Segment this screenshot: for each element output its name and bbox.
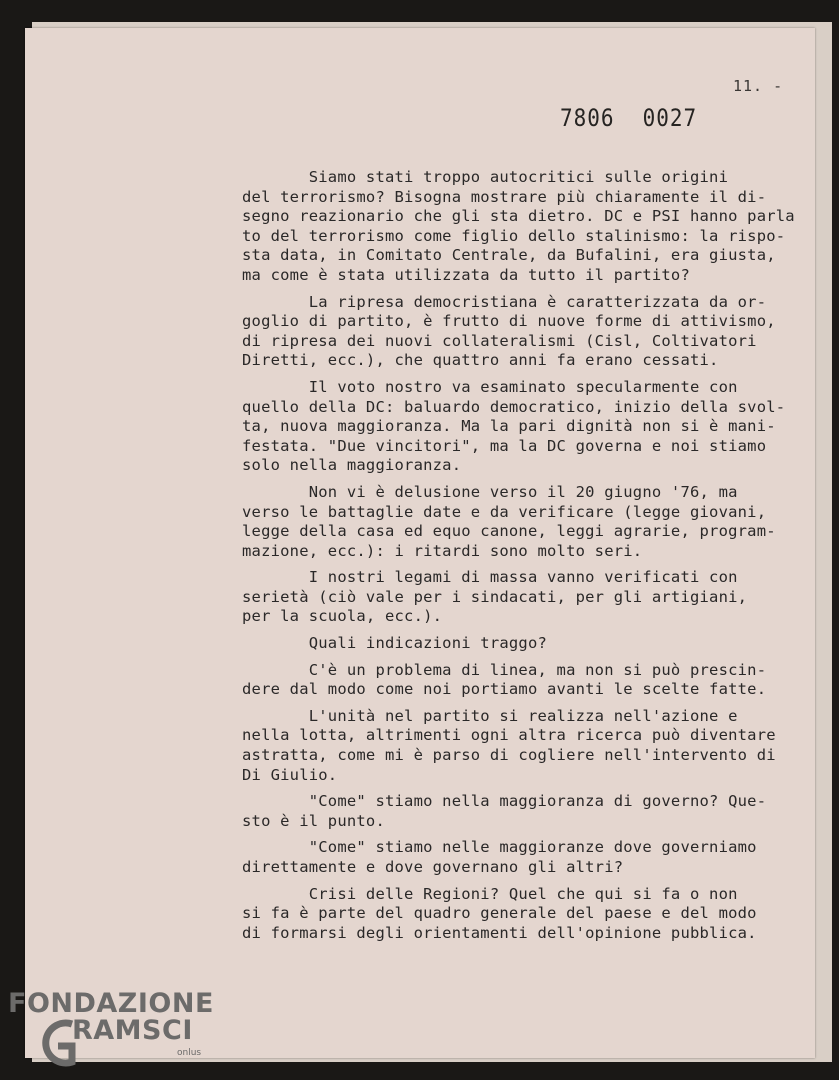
document-code-part-2: 0027 bbox=[642, 104, 698, 132]
paragraph bbox=[242, 707, 802, 785]
text-line: quello della DC: baluardo democratico, inizio della svol- bbox=[242, 397, 786, 416]
text-line: di formarsi degli orientamenti dell'opinione pubblica. bbox=[242, 923, 757, 942]
text-line: si fa è parte del quadro generale del paese e del modo bbox=[242, 904, 757, 923]
text-line: Quali indicazioni traggo? bbox=[242, 634, 548, 653]
document-code bbox=[560, 104, 725, 132]
paragraph bbox=[242, 885, 802, 944]
text-line: Diretti, ecc.), che quattro anni fa erano cessati. bbox=[242, 351, 719, 370]
text-line: C'è un problema di linea, ma non si può prescin- bbox=[242, 660, 767, 679]
text-line: segno reazionario che gli sta dietro. DC e PSI hanno parla bbox=[242, 207, 795, 226]
text-line: di ripresa dei nuovi collateralismi (Cisl, Coltivatori bbox=[242, 331, 757, 350]
text-line: direttamente e dove governano gli altri? bbox=[242, 858, 624, 876]
text-line: Crisi delle Regioni? Quel che qui si fa o non bbox=[242, 884, 738, 903]
paragraph bbox=[242, 568, 802, 627]
text-line: nella lotta, altrimenti ogni altra ricerca può diventare bbox=[242, 726, 776, 745]
text-line: La ripresa democristiana è caratterizzata da or- bbox=[242, 292, 767, 311]
text-line: "Come" stiamo nella maggioranza di governo? Que- bbox=[242, 792, 767, 811]
text-line: to del terrorismo come figlio dello stalinismo: la rispo- bbox=[242, 226, 786, 245]
text-line: I nostri legami di massa vanno verificati con bbox=[242, 568, 738, 587]
text-line: sto è il punto. bbox=[242, 811, 385, 830]
text-line: Non vi è delusione verso il 20 giugno '76, ma bbox=[242, 482, 738, 501]
text-line: verso le battaglie date e da verificare (legge giovani, bbox=[242, 502, 767, 521]
text-line: dere dal modo come noi portiamo avanti le scelte fatte. bbox=[242, 680, 767, 699]
text-line: astratta, come mi è parso di cogliere nell'intervento di bbox=[242, 746, 776, 765]
text-line: Il voto nostro va esaminato specularmente con bbox=[242, 377, 738, 396]
text-line: "Come" stiamo nelle maggioranze dove governiamo bbox=[242, 838, 757, 857]
paragraph bbox=[242, 168, 802, 286]
document-code-part-1: 7806 bbox=[560, 104, 615, 132]
fondazione-gramsci-watermark bbox=[4, 988, 234, 1076]
text-line: mazione, ecc.): i ritardi sono molto seri. bbox=[242, 541, 643, 560]
page-number: 11. - bbox=[733, 77, 784, 95]
paragraph bbox=[242, 293, 802, 371]
text-line: serietà (ciò vale per i sindacati, per gli artigiani, bbox=[242, 587, 748, 606]
paragraph bbox=[242, 634, 802, 654]
text-line: per la scuola, ecc.). bbox=[242, 607, 443, 626]
text-line: sta data, in Comitato Centrale, da Bufalini, era giusta, bbox=[242, 246, 776, 265]
paragraph bbox=[242, 483, 802, 561]
typed-text-body bbox=[242, 168, 802, 950]
text-line: del terrorismo? Bisogna mostrare più chiaramente il di- bbox=[242, 187, 767, 206]
text-line: ma come è stata utilizzata da tutto il partito? bbox=[242, 265, 690, 284]
watermark-line-2: RAMSCI bbox=[72, 1015, 193, 1046]
text-line: ta, nuova maggioranza. Ma la pari dignità non si è mani- bbox=[242, 417, 776, 436]
text-line: solo nella maggioranza. bbox=[242, 456, 462, 475]
watermark-line-1: FONDAZIONE bbox=[8, 988, 214, 1019]
watermark-suffix: onlus bbox=[177, 1048, 202, 1058]
paragraph bbox=[242, 661, 802, 700]
text-line: Siamo stati troppo autocritici sulle origini bbox=[242, 168, 729, 186]
text-line: festata. "Due vincitori", ma la DC governa e noi stiamo bbox=[242, 436, 767, 455]
text-line: goglio di partito, è frutto di nuove forme di attivismo, bbox=[242, 312, 776, 331]
text-line: legge della casa ed equo canone, leggi agrarie, program- bbox=[242, 522, 776, 541]
paragraph bbox=[242, 378, 802, 476]
paragraph bbox=[242, 792, 802, 831]
text-line: Di Giulio. bbox=[242, 765, 338, 784]
text-line: L'unità nel partito si realizza nell'azione e bbox=[242, 706, 738, 725]
paragraph bbox=[242, 838, 802, 877]
